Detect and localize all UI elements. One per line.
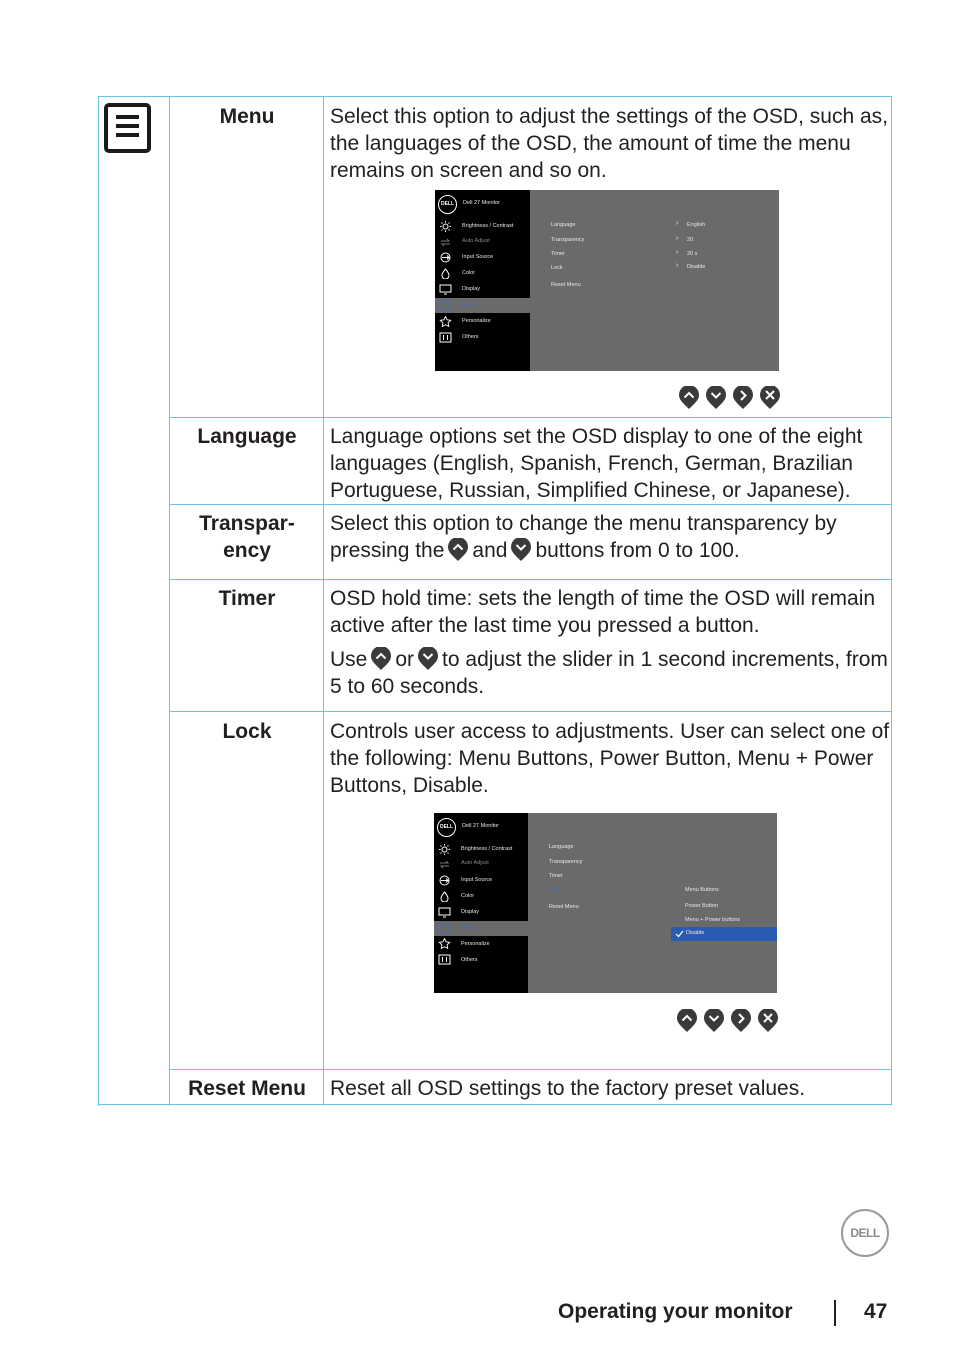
osd-item-others: Others <box>462 334 479 340</box>
osd-button-row <box>677 1009 778 1033</box>
osd-title: Dell 27 Monitor <box>462 823 499 829</box>
label-menu: Menu <box>219 105 275 128</box>
menu-icon <box>104 103 151 153</box>
osd-button-row <box>679 386 780 410</box>
desc-timer-use: Use <box>330 648 368 671</box>
osd-dell-logo: DELL <box>437 818 456 837</box>
osd-title: Dell 27 Monitor <box>463 200 500 206</box>
osd-lock-option-disable: Disable <box>686 930 705 936</box>
osd-setting-language: Language <box>551 222 576 228</box>
osd-item-color: Color <box>461 893 475 899</box>
input-source-icon <box>438 875 451 886</box>
label-reset-menu: Reset Menu <box>188 1077 306 1100</box>
others-icon <box>439 332 452 343</box>
osd-item-display: Display <box>462 286 481 292</box>
chevron-right-icon: › <box>676 235 679 242</box>
up-button-icon <box>371 647 391 669</box>
osd-setting-timer: Timer <box>551 251 565 257</box>
dell-logo: DELL <box>841 1209 889 1257</box>
osd-setting-lock: Lock <box>551 265 563 271</box>
osd-item-input-source: Input Source <box>461 877 493 883</box>
table-border-right <box>891 96 892 1106</box>
osd-setting-timer: Timer <box>549 873 563 879</box>
osd-item-brightness: Brightness / Contrast <box>461 846 513 852</box>
chevron-right-icon: › <box>676 220 679 227</box>
osd-screenshot-menu <box>435 190 779 371</box>
auto-adjust-icon <box>438 859 451 870</box>
footer-section-title: Operating your monitor <box>558 1300 793 1323</box>
footer-divider <box>834 1300 836 1326</box>
osd-dell-logo: DELL <box>438 195 457 214</box>
label-language: Language <box>197 425 297 448</box>
table-divider-label <box>323 96 324 1106</box>
desc-language: Language options set the OSD display to one of the eight languages (English, Spanish, French, German, Brazilian Portuguese, Russian, Simplified Chinese, or Japanese). <box>330 425 863 502</box>
color-icon <box>438 891 451 902</box>
desc-timer <box>330 585 890 700</box>
osd-setting-language: Language <box>549 844 574 850</box>
page-number: 47 <box>864 1300 888 1323</box>
chevron-right-icon: › <box>676 262 679 269</box>
label-transparency-line1: Transpar- <box>199 512 295 535</box>
osd-sidebar <box>434 813 528 993</box>
auto-adjust-icon <box>439 237 452 248</box>
osd-lock-option-menu-power: Menu + Power buttons <box>685 917 741 923</box>
exit-button-icon <box>760 386 780 410</box>
osd-setting-lock: Lock <box>549 887 561 893</box>
osd-item-auto-adjust: Auto Adjust <box>461 860 489 866</box>
desc-reset-menu: Reset all OSD settings to the factory preset values. <box>330 1077 806 1100</box>
osd-item-menu: Menu <box>462 302 476 308</box>
osd-item-personalize: Personalize <box>462 318 491 324</box>
desc-transparency-text-2: buttons from 0 to 100. <box>535 539 740 562</box>
table-divider-icon <box>169 96 170 1106</box>
display-icon <box>438 907 451 918</box>
down-button-icon <box>704 1009 724 1033</box>
osd-sidebar <box>435 190 530 371</box>
menu-small-icon <box>439 300 452 311</box>
osd-value-transparency: 20 <box>687 237 694 243</box>
right-button-icon <box>733 386 753 410</box>
up-button-icon <box>448 538 468 560</box>
row-divider <box>170 417 892 418</box>
desc-timer-para-2 <box>330 646 890 700</box>
osd-screenshot-lock <box>434 813 777 993</box>
up-button-icon <box>677 1009 697 1033</box>
osd-item-auto-adjust: Auto Adjust <box>462 238 490 244</box>
exit-button-icon <box>758 1009 778 1033</box>
others-icon <box>438 954 451 965</box>
osd-lock-option-power-button: Power Button <box>685 903 719 909</box>
osd-item-menu: Menu <box>461 925 475 931</box>
desc-timer-or: or <box>395 648 415 671</box>
osd-value-timer: 20 s <box>687 251 698 257</box>
osd-setting-reset: Reset Menu <box>549 904 579 910</box>
sun-icon <box>438 844 451 855</box>
desc-menu: Select this option to adjust the settings of the OSD, such as, the languages of the OSD, the amount of time the menu remains on screen and so on. <box>330 105 888 182</box>
osd-lock-option-menu-buttons: Menu Buttons <box>685 887 719 893</box>
label-timer: Timer <box>218 587 276 610</box>
osd-value-language: English <box>687 222 706 228</box>
color-icon <box>439 268 452 279</box>
osd-item-display: Display <box>461 909 480 915</box>
chevron-right-icon: › <box>676 249 679 256</box>
osd-value-lock: Disable <box>687 264 706 270</box>
desc-timer-para-1: OSD hold time: sets the length of time the OSD will remain active after the last time you pressed a button. <box>330 587 876 637</box>
osd-item-brightness: Brightness / Contrast <box>462 223 514 229</box>
desc-lock: Controls user access to adjustments. User can select one of the following: Menu Buttons, Power Button, Menu + Power Buttons, Disable. <box>330 720 890 797</box>
label-transparency-line2: ency <box>223 539 271 562</box>
row-divider <box>170 504 892 505</box>
osd-setting-transparency: Transparency <box>551 237 585 243</box>
row-divider <box>170 711 892 712</box>
label-lock: Lock <box>222 720 272 743</box>
label-transparency <box>171 510 323 564</box>
display-icon <box>439 284 452 295</box>
osd-setting-transparency: Transparency <box>549 859 583 865</box>
desc-timer-rest: to adjust the slider in 1 second increments, from 5 to 60 seconds. <box>330 648 888 698</box>
down-button-icon <box>418 647 438 669</box>
menu-small-icon <box>438 923 451 934</box>
desc-transparency-text-1: Select this option to change the menu transparency by pressing the <box>330 512 837 562</box>
osd-item-input-source: Input Source <box>462 254 494 260</box>
down-button-icon <box>511 538 531 560</box>
desc-transparency <box>330 510 890 564</box>
input-source-icon <box>439 252 452 263</box>
star-icon <box>439 316 452 327</box>
osd-item-others: Others <box>461 957 478 963</box>
sun-icon <box>439 221 452 232</box>
star-icon <box>438 938 451 949</box>
up-button-icon <box>679 386 699 410</box>
row-divider <box>170 1069 892 1070</box>
osd-setting-reset: Reset Menu <box>551 282 581 288</box>
table-border-top <box>98 96 892 97</box>
row-divider <box>170 579 892 580</box>
osd-item-personalize: Personalize <box>461 941 490 947</box>
checkmark-icon <box>675 930 684 938</box>
table-border-left <box>98 96 99 1106</box>
osd-item-color: Color <box>462 270 476 276</box>
desc-transparency-and: and <box>472 539 508 562</box>
down-button-icon <box>706 386 726 410</box>
table-border-bottom <box>98 1104 892 1105</box>
right-button-icon <box>731 1009 751 1033</box>
